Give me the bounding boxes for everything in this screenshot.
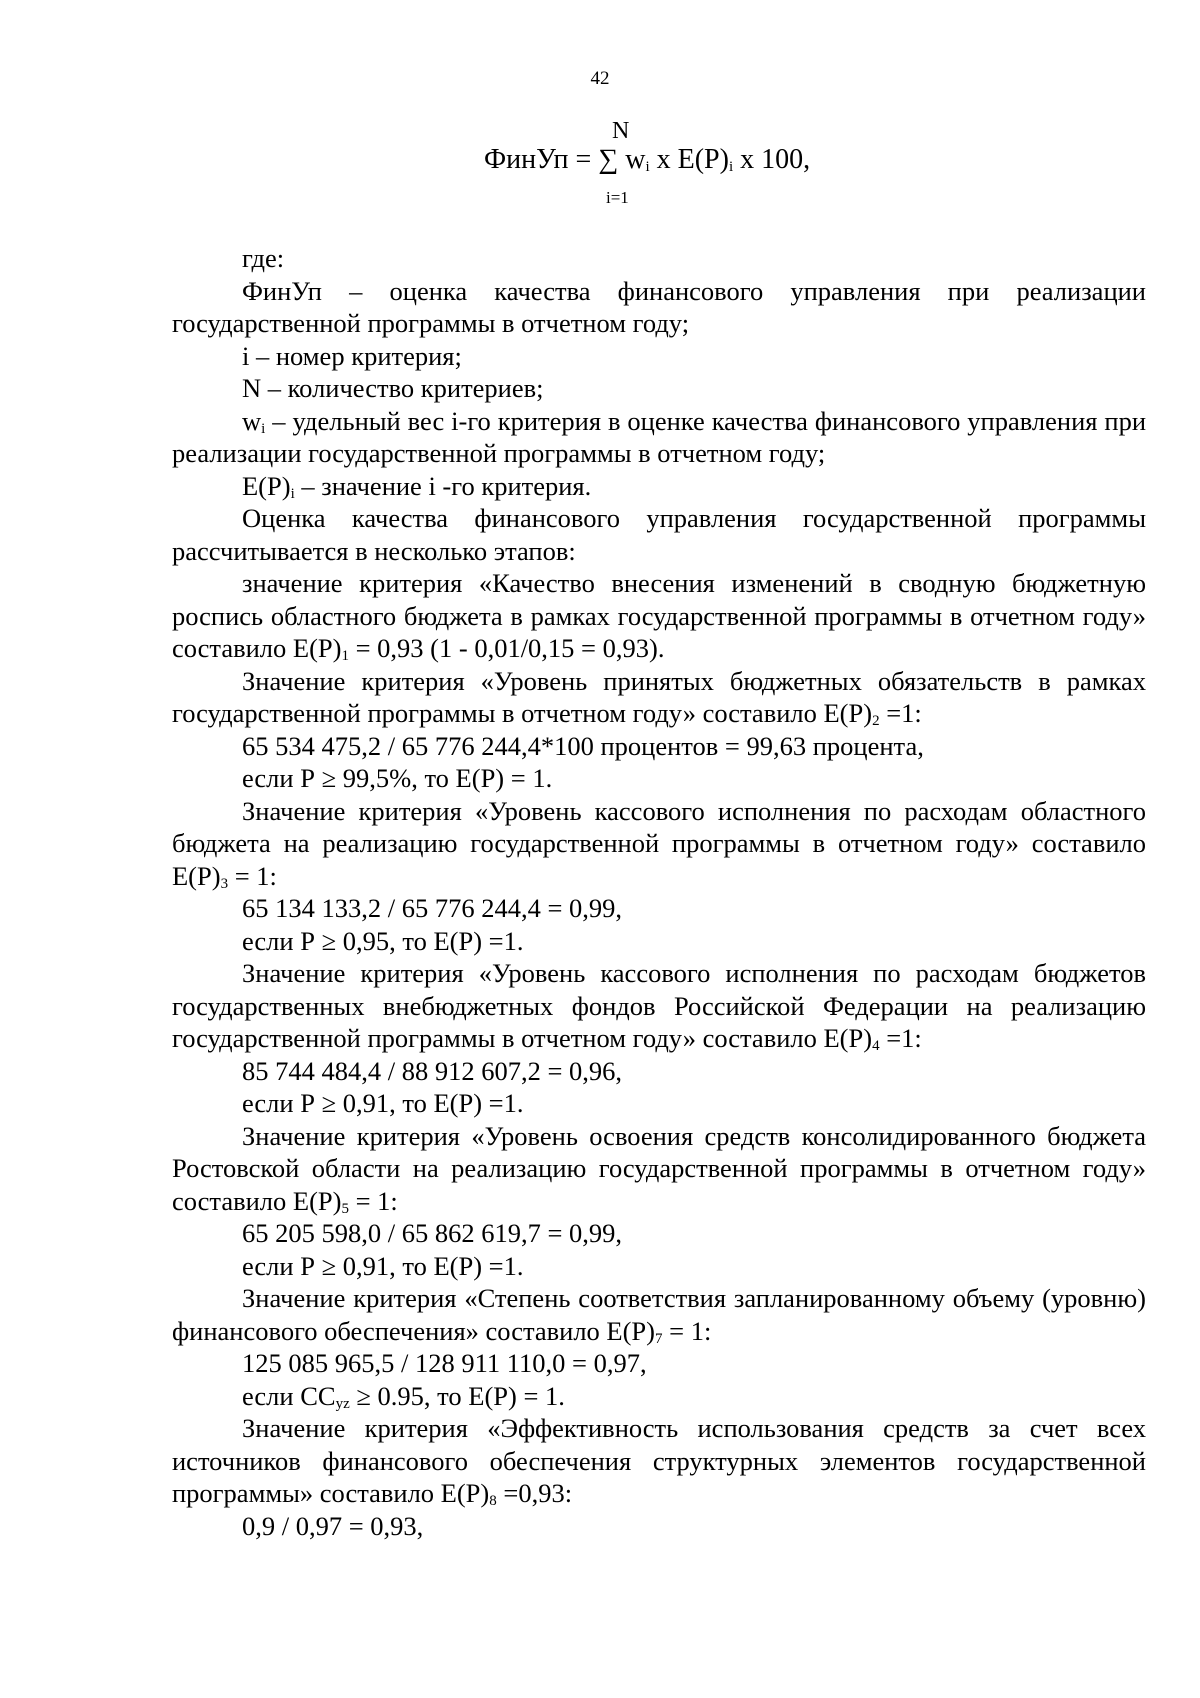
calculation-7: 125 085 965,5 / 128 911 110,0 = 0,97, (242, 1348, 647, 1378)
formula-main: ФинУп = ∑ $w_i$ х $Е(Р)_i$ х 100, (484, 144, 811, 175)
paragraph-stages: Оценка качества финансового управления государственной программы рассчитывается в несколько этапов: (172, 503, 1146, 566)
definition-epi: $Е(Р)_i$ – значение i -го критерия. (242, 470, 592, 502)
page-number: 42 (590, 68, 610, 89)
definition-n: N – количество критериев; (242, 373, 544, 403)
criterion-3: Значение критерия «Уровень кассового исполнения по расходам областного бюджета на реализацию государственной программы в отчетном году» составило $Е(Р)_3 = 1$: (172, 795, 1146, 892)
condition-4: если Р ≥ 0,91, то Е(Р) =1. (242, 1088, 524, 1118)
definition-i: i – номер критерия; (242, 340, 462, 371)
criterion-4: Значение критерия «Уровень кассового исполнения по расходам бюджетов государственных внебюджетных фондов Российской Федерации на реализацию государственной программы в отчетном году» составило $Е(Р)_4 =1$: (172, 958, 1146, 1054)
criterion-1: значение критерия «Качество внесения изменений в сводную бюджетную роспись областного бюджета в рамках государственной программы в отчетном году» составило $Е(Р)_1 = 0,93$ (1 - 0,01/0,15 = 0,93). (172, 568, 1146, 664)
calculation-5: 65 205 598,0 / 65 862 619,7 = 0,99, (242, 1218, 623, 1248)
calculation-2: 65 534 475,2 / 65 776 244,4*100 процентов = 99,63 процента, (242, 730, 924, 761)
criterion-7: Значение критерия «Степень соответствия запланированному объему (уровню) финансового обеспечения» составило $Е(Р)_7 = 1$: (172, 1283, 1146, 1347)
criterion-5: Значение критерия «Уровень освоения средств консолидированного бюджета Ростовской области на реализацию государственной программы в отчетном году» составило $Е(Р)_5 = 1$: (172, 1120, 1146, 1217)
document-body (172, 242, 1146, 1542)
condition-7: если $СС_{yz} \ge 0.95$, то Е(Р) = 1. (242, 1380, 565, 1412)
paragraph-where: где: (242, 243, 285, 273)
sigma-symbol: ∑ (598, 144, 619, 175)
condition-2: если Р ≥ 99,5%, то Е(Р) = 1. (242, 763, 553, 793)
calculation-8: 0,9 / 0,97 = 0,93, (242, 1510, 424, 1541)
criterion-8: Значение критерия «Эффективность использования средств за счет всех источников финансового обеспечения структурных элементов государственной программы» составило $Е(Р)_8 =0,93$: (172, 1413, 1146, 1509)
sum-lower-limit: i=1 (606, 188, 629, 207)
definition-wi: $w_i$ – удельный вес i-го критерия в оценке качества финансового управления при реализации государственной программы в отчетном году; (172, 405, 1146, 468)
condition-3: если Р ≥ 0,95, то Е(Р) =1. (242, 925, 524, 956)
condition-5: если Р ≥ 0,91, то Е(Р) =1. (242, 1250, 524, 1281)
sum-upper-limit: N (612, 118, 630, 144)
definition-finup: ФинУп – оценка качества финансового управления при реализации государственной программы в отчетном году; (172, 275, 1146, 338)
formula (0, 118, 1200, 228)
calculation-3: 65 134 133,2 / 65 776 244,4 = 0,99, (242, 893, 623, 923)
criterion-2: Значение критерия «Уровень принятых бюджетных обязательств в рамках государственной программы в отчетном году» составило $Е(Р)_2 =1$: (172, 665, 1146, 729)
calculation-4: 85 744 484,4 / 88 912 607,2 = 0,96, (242, 1055, 623, 1086)
